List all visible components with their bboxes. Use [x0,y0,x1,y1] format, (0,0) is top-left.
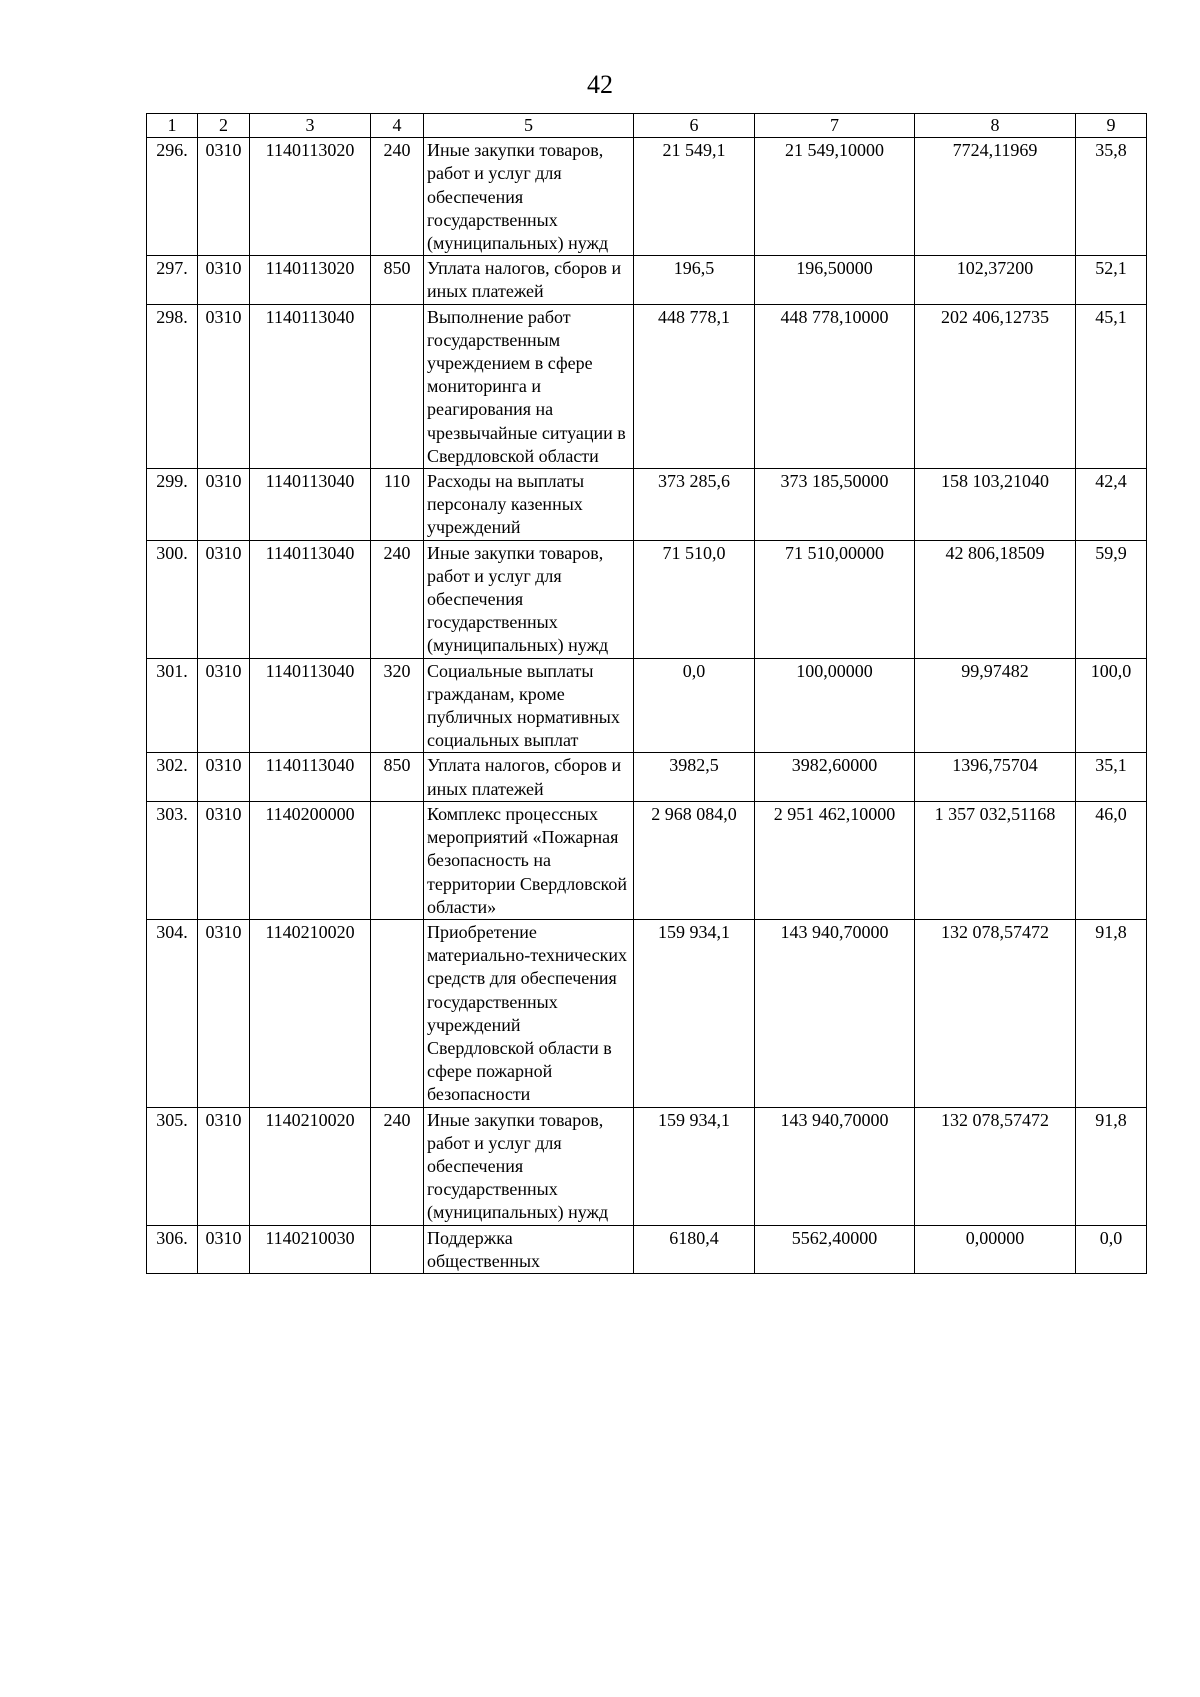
percent-value: 91,8 [1076,919,1147,1107]
item-name: Выполнение работ государственным учреждением в сфере мониторинга и реагирования на чрезвычайные ситуации в Свердловской области [424,304,634,468]
section-code: 0310 [198,304,250,468]
section-code: 0310 [198,753,250,801]
amended-value: 373 185,50000 [755,469,915,541]
row-number: 296. [147,138,198,256]
plan-value: 6180,4 [634,1225,755,1273]
table-row [147,1225,1147,1273]
row-number: 302. [147,753,198,801]
target-code: 1140113040 [250,540,371,658]
table-row [147,658,1147,753]
table-row [147,304,1147,468]
expense-type-code: 850 [371,753,424,801]
target-code: 1140210030 [250,1225,371,1273]
actual-value: 7724,11969 [915,138,1076,256]
table-row [147,919,1147,1107]
header-row [147,114,1147,138]
percent-value: 45,1 [1076,304,1147,468]
actual-value: 202 406,12735 [915,304,1076,468]
column-header: 8 [915,114,1076,138]
percent-value: 35,8 [1076,138,1147,256]
amended-value: 448 778,10000 [755,304,915,468]
expense-type-code: 240 [371,1107,424,1225]
table-row [147,256,1147,304]
row-number: 304. [147,919,198,1107]
section-code: 0310 [198,138,250,256]
target-code: 1140113040 [250,753,371,801]
percent-value: 0,0 [1076,1225,1147,1273]
row-number: 306. [147,1225,198,1273]
section-code: 0310 [198,919,250,1107]
column-header: 2 [198,114,250,138]
amended-value: 3982,60000 [755,753,915,801]
percent-value: 42,4 [1076,469,1147,541]
target-code: 1140113040 [250,304,371,468]
table-row [147,1107,1147,1225]
target-code: 1140210020 [250,919,371,1107]
row-number: 305. [147,1107,198,1225]
column-header: 3 [250,114,371,138]
plan-value: 3982,5 [634,753,755,801]
plan-value: 159 934,1 [634,1107,755,1225]
amended-value: 2 951 462,10000 [755,801,915,919]
expense-type-code: 240 [371,138,424,256]
item-name: Расходы на выплаты персоналу казенных учреждений [424,469,634,541]
section-code: 0310 [198,540,250,658]
expense-type-code [371,801,424,919]
amended-value: 143 940,70000 [755,1107,915,1225]
amended-value: 143 940,70000 [755,919,915,1107]
item-name: Уплата налогов, сборов и иных платежей [424,256,634,304]
expense-type-code: 110 [371,469,424,541]
item-name: Уплата налогов, сборов и иных платежей [424,753,634,801]
percent-value: 52,1 [1076,256,1147,304]
actual-value: 0,00000 [915,1225,1076,1273]
item-name: Иные закупки товаров, работ и услуг для обеспечения государственных (муниципальных) нужд [424,540,634,658]
target-code: 1140113040 [250,469,371,541]
actual-value: 132 078,57472 [915,919,1076,1107]
expense-type-code [371,304,424,468]
expense-type-code [371,919,424,1107]
target-code: 1140210020 [250,1107,371,1225]
amended-value: 21 549,10000 [755,138,915,256]
section-code: 0310 [198,1107,250,1225]
actual-value: 1396,75704 [915,753,1076,801]
actual-value: 132 078,57472 [915,1107,1076,1225]
row-number: 301. [147,658,198,753]
amended-value: 71 510,00000 [755,540,915,658]
table-row [147,753,1147,801]
plan-value: 71 510,0 [634,540,755,658]
section-code: 0310 [198,469,250,541]
column-header: 1 [147,114,198,138]
amended-value: 5562,40000 [755,1225,915,1273]
column-header: 5 [424,114,634,138]
amended-value: 100,00000 [755,658,915,753]
actual-value: 102,37200 [915,256,1076,304]
plan-value: 448 778,1 [634,304,755,468]
percent-value: 100,0 [1076,658,1147,753]
expense-type-code [371,1225,424,1273]
row-number: 303. [147,801,198,919]
plan-value: 21 549,1 [634,138,755,256]
section-code: 0310 [198,256,250,304]
column-header: 6 [634,114,755,138]
amended-value: 196,50000 [755,256,915,304]
table-row [147,138,1147,256]
actual-value: 99,97482 [915,658,1076,753]
actual-value: 158 103,21040 [915,469,1076,541]
table-row [147,540,1147,658]
percent-value: 35,1 [1076,753,1147,801]
row-number: 299. [147,469,198,541]
item-name: Комплекс процессных мероприятий «Пожарная безопасность на территории Свердловской области» [424,801,634,919]
percent-value: 46,0 [1076,801,1147,919]
actual-value: 1 357 032,51168 [915,801,1076,919]
item-name: Иные закупки товаров, работ и услуг для обеспечения государственных (муниципальных) нужд [424,1107,634,1225]
expense-type-code: 320 [371,658,424,753]
target-code: 1140113040 [250,658,371,753]
column-header: 9 [1076,114,1147,138]
plan-value: 373 285,6 [634,469,755,541]
page-number: 42 [587,70,613,99]
row-number: 298. [147,304,198,468]
column-header: 4 [371,114,424,138]
plan-value: 2 968 084,0 [634,801,755,919]
target-code: 1140200000 [250,801,371,919]
target-code: 1140113020 [250,256,371,304]
actual-value: 42 806,18509 [915,540,1076,658]
section-code: 0310 [198,1225,250,1273]
table-row [147,801,1147,919]
plan-value: 159 934,1 [634,919,755,1107]
budget-table [146,113,1147,1274]
row-number: 300. [147,540,198,658]
percent-value: 91,8 [1076,1107,1147,1225]
item-name: Поддержка общественных [424,1225,634,1273]
item-name: Приобретение материально-технических средств для обеспечения государственных учреждений Свердловской области в сфере пожарной безопасности [424,919,634,1107]
table-row [147,469,1147,541]
plan-value: 196,5 [634,256,755,304]
section-code: 0310 [198,658,250,753]
item-name: Социальные выплаты гражданам, кроме публичных нормативных социальных выплат [424,658,634,753]
target-code: 1140113020 [250,138,371,256]
item-name: Иные закупки товаров, работ и услуг для обеспечения государственных (муниципальных) нужд [424,138,634,256]
expense-type-code: 240 [371,540,424,658]
percent-value: 59,9 [1076,540,1147,658]
section-code: 0310 [198,801,250,919]
plan-value: 0,0 [634,658,755,753]
expense-type-code: 850 [371,256,424,304]
row-number: 297. [147,256,198,304]
column-header: 7 [755,114,915,138]
